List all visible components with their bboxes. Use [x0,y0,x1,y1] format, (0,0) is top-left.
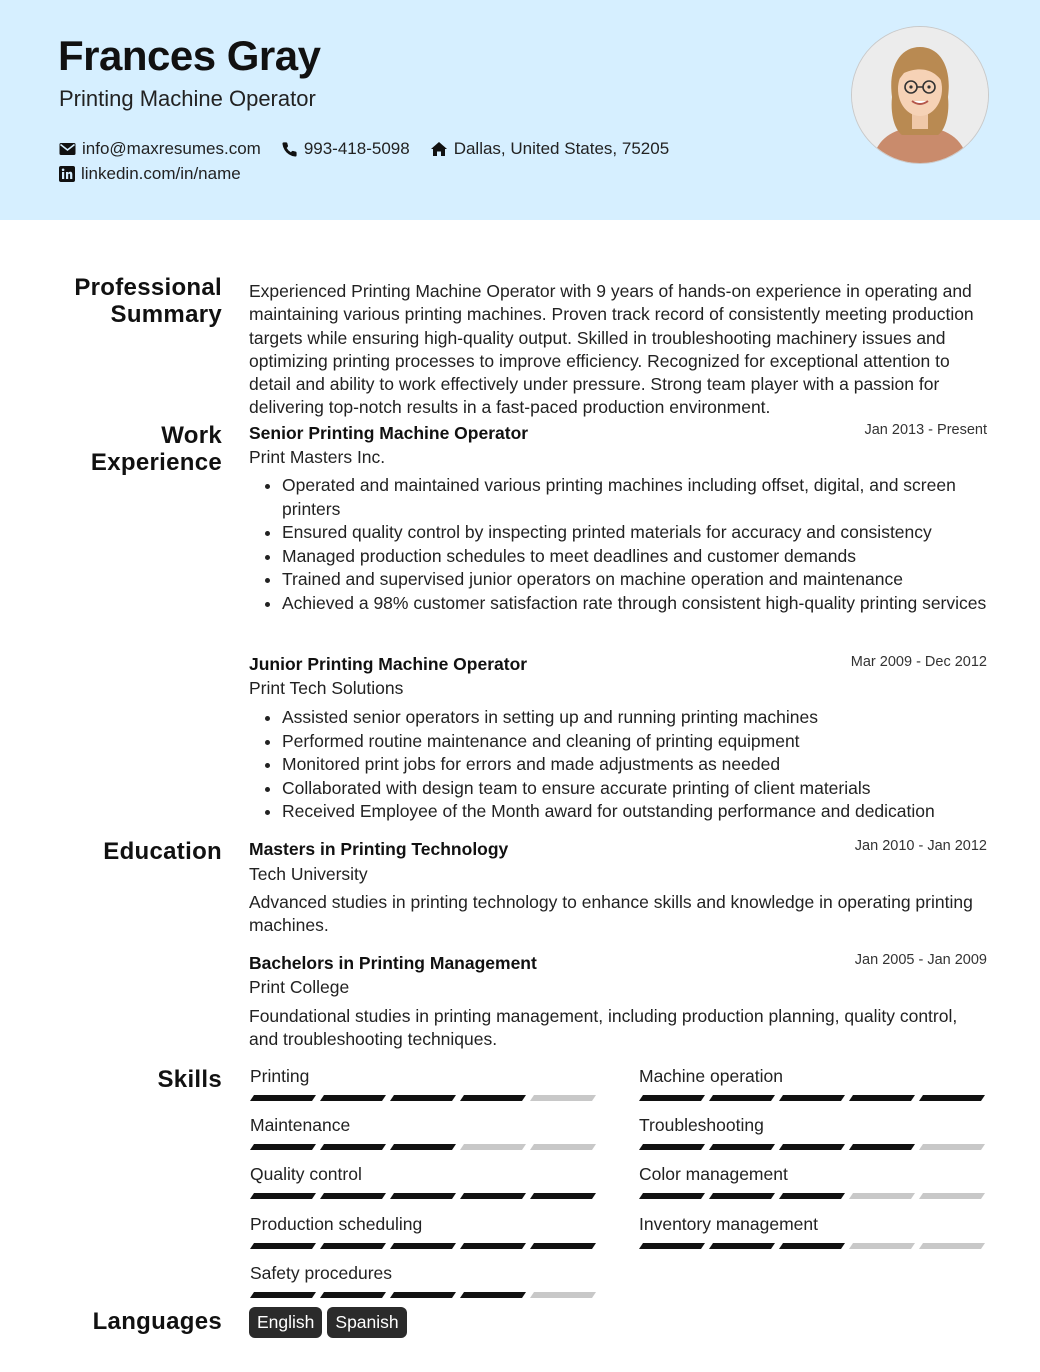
envelope-icon [59,142,76,156]
skill-segment-filled [779,1193,845,1199]
experience-heading-line2: Experience [90,449,222,476]
skill-name: Machine operation [639,1066,783,1086]
skill-segment-filled [390,1292,456,1298]
skill-bar-svg [250,1144,596,1150]
skill-level-bar [250,1095,598,1101]
skill-bar-svg [250,1193,596,1199]
skill-segment-empty [530,1144,596,1150]
skill-segment-filled [320,1144,386,1150]
degree-date: Jan 2005 - Jan 2009 [854,952,987,968]
contact-row [59,139,689,159]
job-bullet: • Performed routine maintenance and cleaning of printing equipment [282,730,987,754]
job-bullet: • Achieved a 98% customer satisfaction rate through consistent high-quality printing services [282,592,987,616]
degree-title: Masters in Printing Technology [249,839,509,859]
skill-bar-svg [250,1292,596,1298]
candidate-name: Frances Gray [58,32,321,79]
skill-name: Production scheduling [250,1214,423,1234]
summary-heading [74,274,222,328]
skill-segment-empty [849,1243,915,1249]
degree-description: Foundational studies in printing management, including production planning, quality control, and troubleshooting techniques. [249,1006,958,1050]
skills-heading: Skills [157,1066,222,1093]
skill-item [250,1115,598,1150]
job-bullet: • Managed production schedules to meet deadlines and customer demands [282,545,987,569]
skill-segment-filled [460,1292,526,1298]
summary-heading-line2: Summary [110,301,222,328]
skill-segment-filled [320,1292,386,1298]
candidate-title: Printing Machine Operator [59,86,316,111]
skill-item [639,1214,987,1249]
skill-segment-filled [709,1243,775,1249]
linkedin-icon [59,166,75,182]
contact-location [430,139,669,159]
skill-segment-filled [390,1243,456,1249]
job-bullet: • Trained and supervised junior operators on machine operation and maintenance [282,568,987,592]
skill-segment-filled [639,1095,705,1101]
skill-item [639,1164,987,1199]
skill-item [250,1066,598,1101]
skill-segment-empty [530,1292,596,1298]
skill-segment-filled [779,1095,845,1101]
language-list [249,1307,412,1338]
skill-bar-svg [639,1193,985,1199]
skill-name: Printing [250,1066,310,1086]
skill-bar-svg [639,1144,985,1150]
skill-segment-filled [460,1193,526,1199]
job-company: Print Masters Inc. [249,447,386,467]
school-name: Tech University [249,864,368,884]
contact-phone[interactable] [281,139,410,159]
skill-segment-filled [320,1193,386,1199]
skill-segment-empty [849,1193,915,1199]
skill-item [250,1263,598,1298]
location-text: Dallas, United States, 75205 [453,139,670,158]
skill-segment-filled [250,1243,316,1249]
job-date: Jan 2013 - Present [864,422,987,438]
skill-segment-filled [530,1193,596,1199]
job-bullet: • Assisted senior operators in setting up and running printing machines [282,706,987,730]
skill-segment-filled [709,1193,775,1199]
skill-segment-filled [919,1095,985,1101]
skill-segment-filled [849,1095,915,1101]
degree-title: Bachelors in Printing Management [249,953,537,973]
job-bullets [249,474,987,616]
contact-row-2 [59,164,261,184]
phone-text: 993-418-5098 [303,139,410,158]
skill-segment-filled [250,1292,316,1298]
skill-name: Inventory management [639,1214,818,1234]
email-text: info@maxresumes.com [82,139,261,158]
linkedin-text: linkedin.com/in/name [81,164,241,183]
skill-segment-filled [779,1243,845,1249]
contact-linkedin[interactable] [59,164,241,184]
job-bullet: • Collaborated with design team to ensure accurate printing of client materials [282,777,987,801]
skill-item [250,1214,598,1249]
summary-heading-line1: Professional [74,274,222,301]
skill-segment-filled [320,1095,386,1101]
skill-bar-svg [639,1095,985,1101]
skill-segment-filled [530,1243,596,1249]
profile-photo-illustration [852,27,988,163]
resume-header [0,0,1040,220]
skill-segment-filled [320,1243,386,1249]
phone-icon [281,141,298,158]
job-title: Senior Printing Machine Operator [249,423,529,443]
skill-segment-filled [250,1144,316,1150]
languages-heading: Languages [92,1308,222,1335]
skill-name: Quality control [250,1164,362,1184]
skill-level-bar [639,1095,987,1101]
job-bullet: • Operated and maintained various printing machines including offset, digital, and screen printers [282,474,987,521]
skill-segment-empty [460,1144,526,1150]
summary-text: Experienced Printing Machine Operator with 9 years of hands-on experience in operating and maintaining various printing machines. Proven track record of consistently meeting production targets while ensuring high-quality output. Skilled in troubleshooting machinery issues and optimizing printing processes to improve efficiency. Recognized for exceptional attention to detail and ability to work effectively under pressure. Strong team player with a passion for delivering top-notch results in a fast-paced production environment. [249,281,974,418]
skill-name: Safety procedures [250,1263,393,1283]
skill-segment-empty [919,1193,985,1199]
skill-segment-filled [390,1144,456,1150]
skill-segment-filled [390,1193,456,1199]
job-title: Junior Printing Machine Operator [249,654,528,674]
skill-segment-filled [639,1243,705,1249]
home-icon [430,141,448,157]
skill-bar-svg [250,1243,596,1249]
job-bullet: • Monitored print jobs for errors and made adjustments as needed [282,753,987,777]
job-bullets [249,706,987,824]
job-company: Print Tech Solutions [249,678,404,698]
skill-item [639,1115,987,1150]
skill-item [639,1066,987,1101]
skill-segment-filled [250,1095,316,1101]
skill-segment-filled [460,1243,526,1249]
skill-segment-filled [250,1193,316,1199]
experience-heading-line1: Work [161,422,222,449]
skill-level-bar [639,1243,987,1249]
language-pill: English [249,1307,322,1338]
degree-description: Advanced studies in printing technology to enhance skills and knowledge in operating printing machines. [249,892,973,936]
job-date: Mar 2009 - Dec 2012 [850,654,987,670]
language-pill: Spanish [327,1307,406,1338]
job-bullet: • Received Employee of the Month award for outstanding performance and dedication [282,800,987,824]
skill-level-bar [250,1144,598,1150]
experience-heading [91,422,222,476]
profile-photo [851,26,989,164]
school-name: Print College [249,977,350,997]
skill-segment-filled [849,1144,915,1150]
skill-segment-filled [779,1144,845,1150]
skill-segment-filled [639,1193,705,1199]
skill-segment-filled [390,1095,456,1101]
skill-segment-filled [709,1095,775,1101]
job-bullet: • Ensured quality control by inspecting printed materials for accuracy and consistency [282,521,987,545]
skill-bar-svg [250,1095,596,1101]
degree-date: Jan 2010 - Jan 2012 [854,838,987,854]
skill-item [250,1164,598,1199]
skill-level-bar [250,1243,598,1249]
skill-segment-empty [919,1243,985,1249]
skill-name: Color management [639,1164,788,1184]
skill-name: Troubleshooting [639,1115,764,1135]
skill-level-bar [639,1144,987,1150]
skill-segment-filled [460,1095,526,1101]
skill-level-bar [250,1193,598,1199]
skill-segment-filled [639,1144,705,1150]
skill-level-bar [250,1292,598,1298]
skill-name: Maintenance [250,1115,351,1135]
contact-email[interactable] [59,139,261,159]
skill-segment-empty [530,1095,596,1101]
education-heading: Education [103,838,222,865]
skill-segment-filled [709,1144,775,1150]
skill-level-bar [639,1193,987,1199]
skill-segment-empty [919,1144,985,1150]
skill-bar-svg [639,1243,985,1249]
